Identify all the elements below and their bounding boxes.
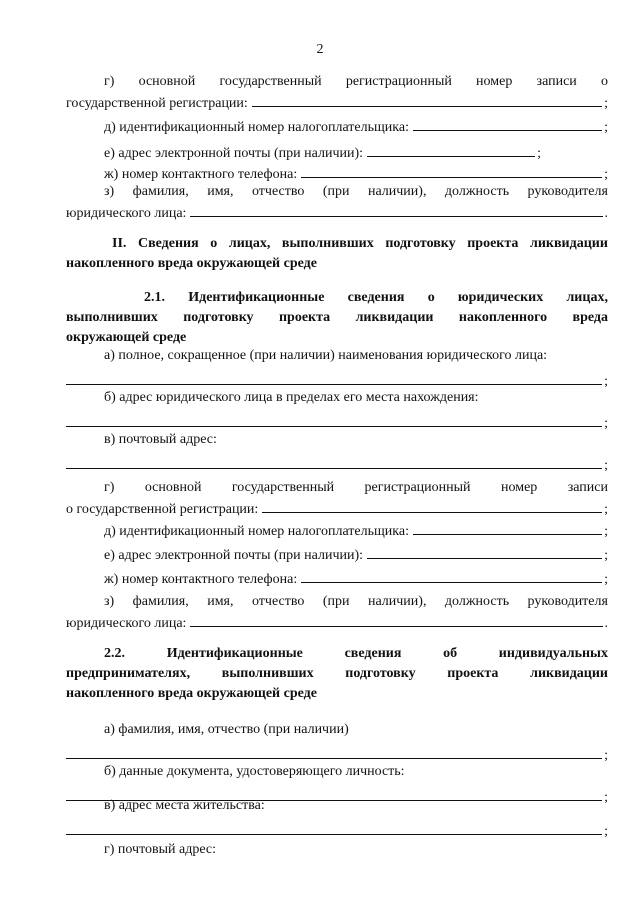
fill-line[interactable]	[66, 454, 602, 469]
top-e-item: е) адрес электронной почты (при наличии): ;	[66, 142, 608, 164]
sub21-z-item: з) фамилия, имя, отчество (при наличии), должность руководителя юридического лица: .	[66, 594, 608, 631]
fill-line[interactable]	[190, 202, 602, 217]
sub22-g-item: г) почтовый адрес:	[104, 842, 217, 857]
top-g-line2: государственной регистрации: ;	[66, 92, 608, 114]
sub22-b-item: б) данные документа, удостоверяющего личность: ;	[66, 762, 608, 808]
fill-line[interactable]	[66, 744, 602, 759]
fill-line[interactable]	[413, 116, 602, 131]
fill-line[interactable]	[252, 92, 602, 107]
top-zh-item: ж) номер контактного телефона: ;	[66, 163, 608, 185]
fill-line[interactable]	[301, 163, 602, 178]
sub21-a-item: а) полное, сокращенное (при наличии) наименования юридического лица: ;	[66, 346, 608, 392]
fill-line[interactable]	[413, 520, 602, 535]
fill-line[interactable]	[262, 498, 602, 513]
sub22-a-item: а) фамилия, имя, отчество (при наличии) ;	[66, 720, 608, 766]
sub21-e-item: е) адрес электронной почты (при наличии): ;	[66, 544, 608, 566]
sub21-zh-item: ж) номер контактного телефона: ;	[66, 568, 608, 590]
fill-line[interactable]	[301, 568, 602, 583]
top-g-line1: г) основной государственный регистрационный номер записи о	[104, 74, 608, 89]
sub21-b-item: б) адрес юридического лица в пределах его места нахождения: ;	[66, 388, 608, 434]
subsection-2-1-heading: 2.1. Идентификационные сведения о юридических лицах, выполнивших подготовку проекта ликвидации накопленного вреда окружающей среде	[66, 290, 608, 345]
sub22-v-item: в) адрес места жительства: ;	[66, 796, 608, 842]
sub21-v-item: в) почтовый адрес: ;	[66, 430, 608, 476]
section-2-heading: II. Сведения о лицах, выполнивших подготовку проекта ликвидации накопленного вреда окружающей среде	[66, 236, 608, 271]
sub21-g-item: г) основной государственный регистрационный номер записи о государственной регистрации: ;	[66, 480, 608, 517]
sub21-d-item: д) идентификационный номер налогоплательщика: ;	[66, 520, 608, 542]
subsection-2-2-heading: 2.2. Идентификационные сведения об индивидуальных предпринимателях, выполнивших подготовку проекта ликвидации накопленного вреда окружающей среде	[66, 646, 608, 701]
fill-line[interactable]	[66, 412, 602, 427]
fill-line[interactable]	[367, 544, 602, 559]
fill-line[interactable]	[367, 142, 535, 157]
top-z-item: з) фамилия, имя, отчество (при наличии), должность руководителя юридического лица: .	[66, 184, 608, 221]
top-g-item	[66, 72, 608, 114]
page-number: 2	[316, 42, 324, 57]
fill-line[interactable]	[66, 820, 602, 835]
fill-line[interactable]	[190, 612, 602, 627]
fill-line[interactable]	[66, 370, 602, 385]
top-d-item: д) идентификационный номер налогоплательщика: ;	[66, 116, 608, 138]
